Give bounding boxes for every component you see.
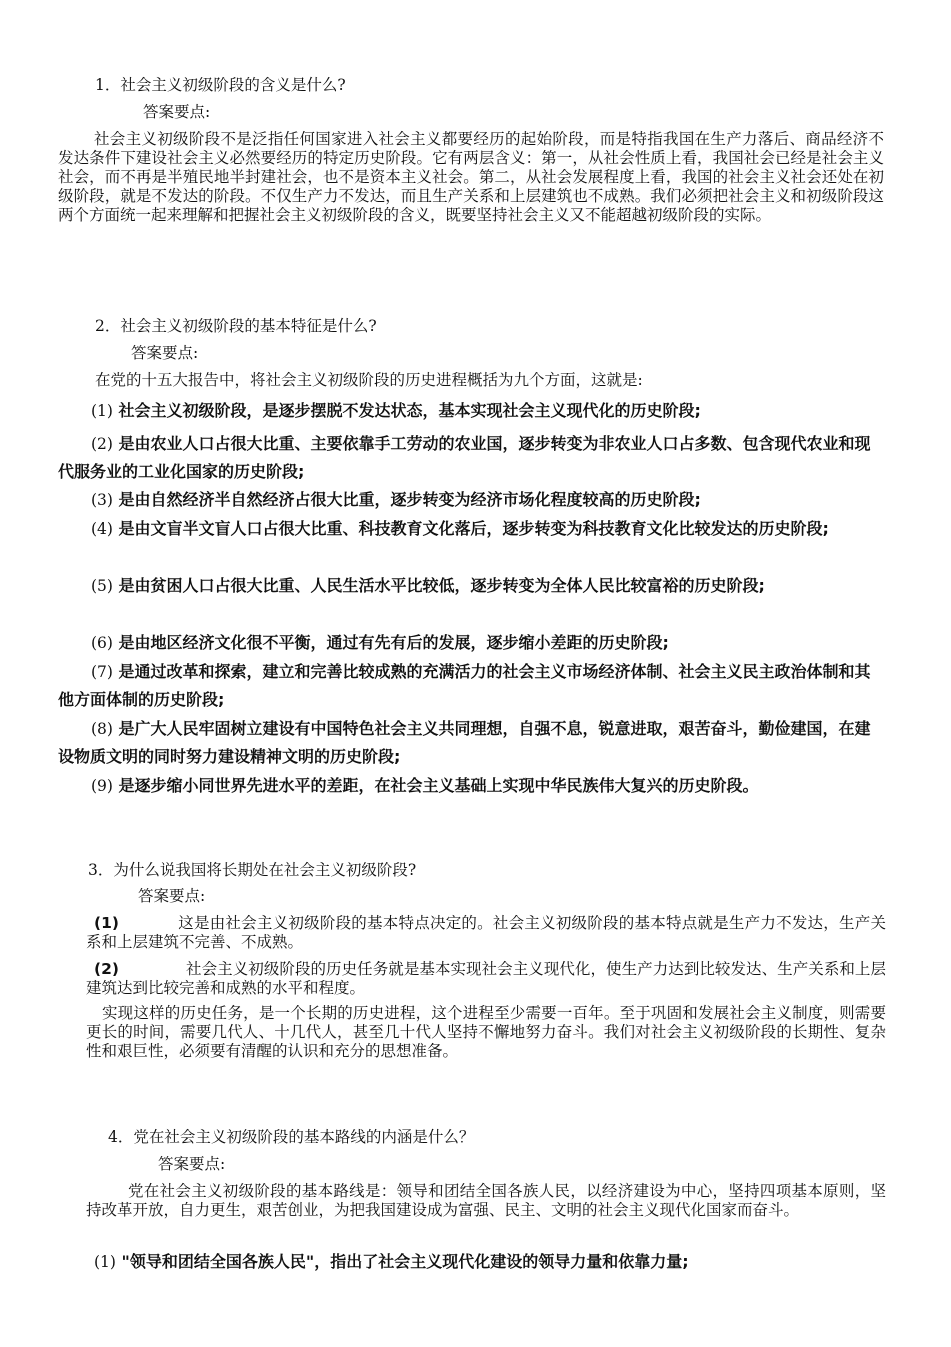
q2-item-4: [58, 515, 886, 543]
q2-item-3-text: 是由自然经济半自然经济占很大比重，逐步转变为经济市场化程度较高的历史阶段;: [118, 490, 701, 509]
q2-item-7-text: 是通过改革和探索，建立和完善比较成熟的充满活力的社会主义市场经济体制、社会主义民主政治体制和其他方面体制的历史阶段;: [58, 662, 871, 709]
q1-answer-paragraph: 社会主义初级阶段不是泛指任何国家进入社会主义都要经历的起始阶段，而是特指我国在生产力落后、商品经济不发达条件下建设社会主义必然要经历的特定历史阶段。它有两层含义：第一，从社会性质上看，我国社会已经是社会主义社会，而不再是半殖民地半封建社会，也不是资本主义社会。第二，从社会发展程度上看，我国的社会主义社会还处在初级阶段，就是不发达的阶段。不仅生产力不发达，而且生产关系和上层建筑也不成熟。我们必须把社会主义和初级阶段这两个方面统一起来理解和把握社会主义初级阶段的含义，既要坚持社会主义又不能超越初级阶段的实际。: [58, 130, 884, 224]
q2-item-6-num: (6): [91, 634, 113, 652]
q3-point-2: [86, 960, 886, 998]
q2-item-8: [58, 715, 886, 771]
q2-item-1-text: 社会主义初级阶段，是逐步摆脱不发达状态，基本实现社会主义现代化的历史阶段;: [118, 401, 701, 420]
q4-item-1: [94, 1248, 894, 1276]
q2-item-8-text: 是广大人民牢固树立建设有中国特色社会主义共同理想，自强不息，锐意进取，艰苦奋斗，勤俭建国，在建设物质文明的同时努力建设精神文明的历史阶段;: [58, 719, 871, 766]
q3-point-1-text: 这是由社会主义初级阶段的基本特点决定的。社会主义初级阶段的基本特点就是生产力不发达，生产关系和上层建筑不完善、不成熟。: [86, 914, 886, 951]
q2-intro: 在党的十五大报告中，将社会主义初级阶段的历史进程概括为九个方面，这就是:: [95, 371, 643, 389]
q2-item-5: [58, 572, 886, 600]
q2-item-2-num: (2): [91, 435, 113, 453]
q2-item-2-text: 是由农业人口占很大比重、主要依靠手工劳动的农业国，逐步转变为非农业人口占多数、包含现代农业和现代服务业的工业化国家的历史阶段;: [58, 434, 871, 481]
q2-item-4-num: (4): [91, 520, 113, 538]
q2-item-4-text: 是由文盲半文盲人口占很大比重、科技教育文化落后，逐步转变为科技教育文化比较发达的历史阶段;: [118, 519, 829, 538]
q4-item-1-text: "领导和团结全国各族人民"，指出了社会主义现代化建设的领导力量和依靠力量;: [121, 1252, 689, 1271]
q3-paragraph: 实现这样的历史任务，是一个长期的历史进程，这个进程至少需要一百年。至于巩固和发展社会主义制度，则需要更长的时间，需要几代人、十几代人，甚至几十代人坚持不懈地努力奋斗。我们对社会主义初级阶段的长期性、复杂性和艰巨性，必须要有清醒的认识和充分的思想准备。: [86, 1004, 886, 1060]
q2-item-5-text: 是由贫困人口占很大比重、人民生活水平比较低，逐步转变为全体人民比较富裕的历史阶段;: [118, 576, 765, 595]
q2-item-1: [58, 397, 886, 425]
q1-answer-label: 答案要点:: [143, 103, 211, 121]
q2-answer-label: 答案要点:: [131, 344, 199, 362]
q2-item-6-text: 是由地区经济文化很不平衡，通过有先有后的发展，逐步缩小差距的历史阶段;: [118, 633, 669, 652]
q2-item-9-num: (9): [91, 777, 113, 795]
q2-item-8-num: (8): [91, 720, 113, 738]
q2-item-5-num: (5): [91, 577, 113, 595]
q3-answer-label: 答案要点:: [138, 887, 206, 905]
q2-item-7-num: (7): [91, 663, 113, 681]
q2-item-6: [58, 629, 886, 657]
q3-point-2-num: (2): [94, 960, 119, 978]
q3-point-1: [86, 914, 886, 952]
q4-title: 4．党在社会主义初级阶段的基本路线的内涵是什么？: [108, 1128, 475, 1146]
q2-item-2: [58, 430, 886, 486]
q2-title: 2．社会主义初级阶段的基本特征是什么?: [95, 317, 377, 335]
q2-item-9: [58, 772, 886, 800]
q3-point-2-text: 社会主义初级阶段的历史任务就是基本实现社会主义现代化，使生产力达到比较发达、生产关系和上层建筑达到比较完善和成熟的水平和程度。: [86, 960, 886, 997]
q4-answer-label: 答案要点:: [158, 1155, 226, 1173]
q3-point-1-num: (1): [94, 914, 119, 932]
q4-paragraph: 党在社会主义初级阶段的基本路线是：领导和团结全国各族人民，以经济建设为中心，坚持四项基本原则，坚持改革开放，自力更生，艰苦创业，为把我国建设成为富强、民主、文明的社会主义现代化国家而奋斗。: [86, 1182, 886, 1219]
q2-item-1-num: (1): [91, 402, 113, 420]
q2-item-3: [58, 486, 886, 514]
q4-item-1-num: (1): [94, 1253, 116, 1271]
q2-item-3-num: (3): [91, 491, 113, 509]
q1-title: 1．社会主义初级阶段的含义是什么?: [95, 76, 346, 94]
q3-title: 3．为什么说我国将长期处在社会主义初级阶段?: [88, 861, 417, 879]
q2-item-7: [58, 658, 886, 714]
q2-item-9-text: 是逐步缩小同世界先进水平的差距，在社会主义基础上实现中华民族伟大复兴的历史阶段。: [118, 776, 759, 795]
